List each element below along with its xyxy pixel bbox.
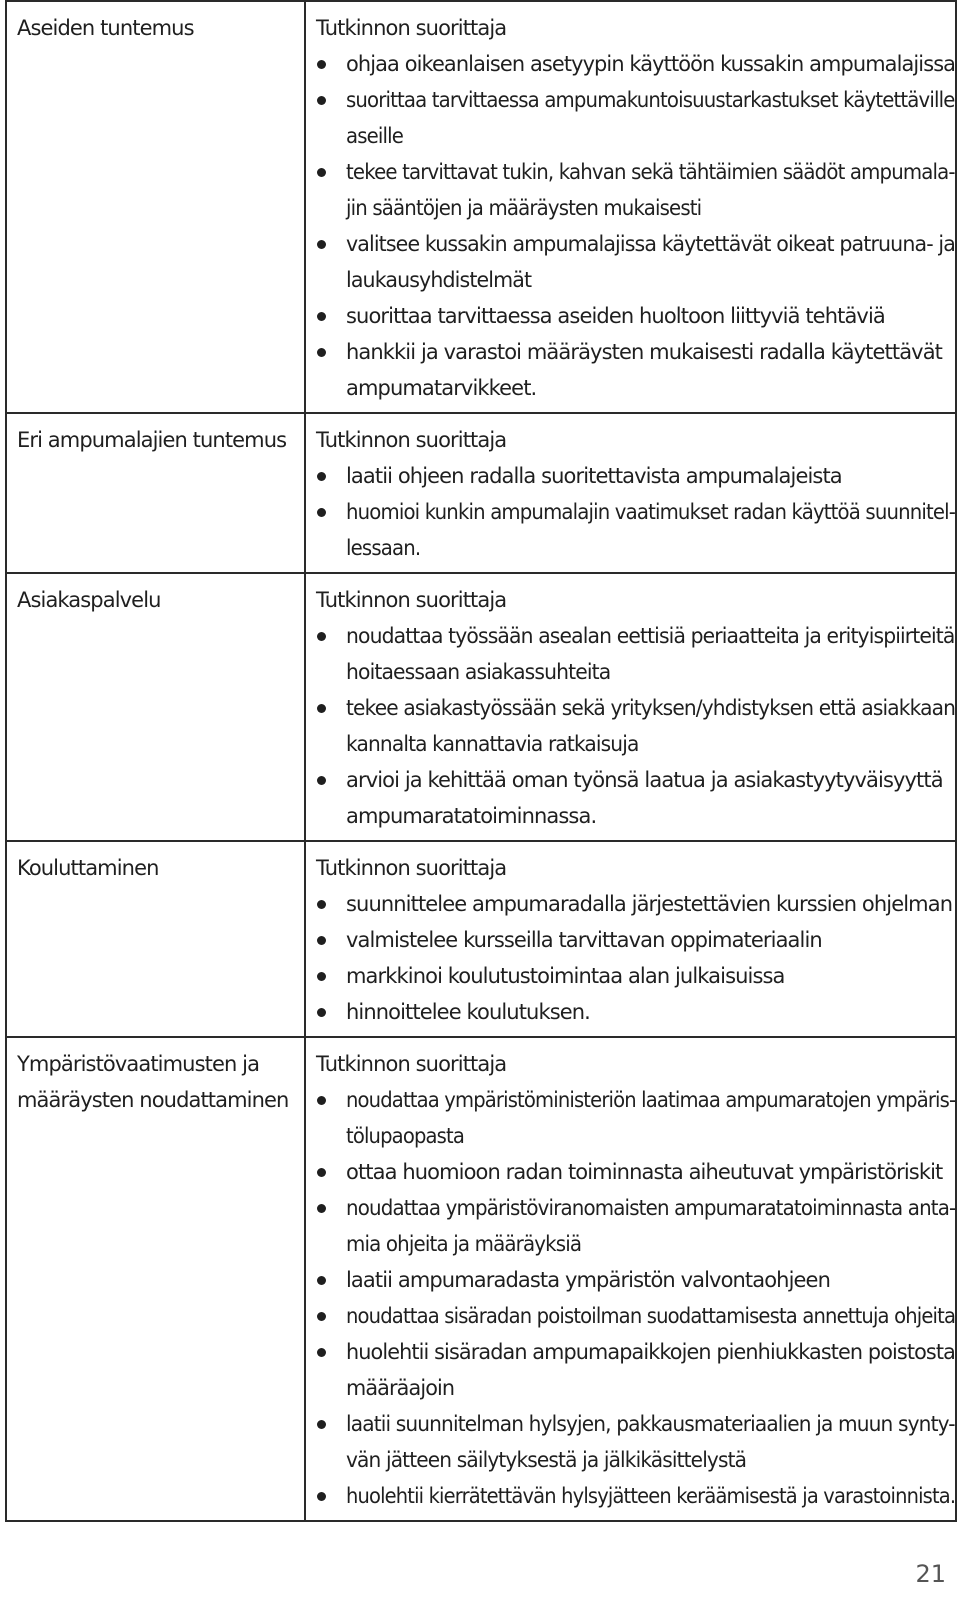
list-item-text: laatii suunnitelman hylsyjen, pakkausmateriaalien ja muun synty- vän jätteen säilytyksestä ja jälkikäsittelystä — [346, 1412, 955, 1472]
list-item — [316, 1298, 955, 1334]
list-item-text: hinnoittelee koulutuksen. — [346, 1000, 590, 1024]
list-item — [316, 494, 955, 566]
bullet-icon — [317, 60, 326, 69]
topic-cell — [6, 573, 305, 841]
list-item-text: suorittaa tarvittaessa aseiden huoltoon liittyviä tehtäviä — [346, 304, 885, 328]
lead-text: Tutkinnon suorittaja — [316, 16, 507, 40]
lead-text: Tutkinnon suorittaja — [316, 1052, 507, 1076]
description-cell — [305, 573, 956, 841]
criteria-sheet — [5, 0, 957, 1522]
bullet-list — [316, 618, 955, 834]
bullet-icon — [317, 508, 326, 517]
bullet-icon — [317, 1312, 326, 1321]
bullet-icon — [317, 776, 326, 785]
page-number: 21 — [915, 1560, 946, 1588]
list-item — [316, 298, 955, 334]
bullet-icon — [317, 312, 326, 321]
description-cell — [305, 413, 956, 573]
description-cell — [305, 1037, 956, 1521]
list-item-text: noudattaa ympäristöministeriön laatimaa ampumaratojen ympäris- tölupaopasta — [346, 1088, 956, 1148]
bullet-icon — [317, 1204, 326, 1213]
list-item-text: huolehtii sisäradan ampumapaikkojen pienhiukkasten poistosta määräajoin — [346, 1340, 955, 1400]
list-item — [316, 958, 955, 994]
criteria-rows — [6, 1, 956, 1521]
table-row — [6, 1037, 956, 1521]
topic-cell — [6, 1, 305, 413]
bullet-icon — [317, 632, 326, 641]
list-item — [316, 1406, 955, 1478]
list-item — [316, 46, 955, 82]
list-item-text: valmistelee kursseilla tarvittavan oppimateriaalin — [346, 928, 822, 952]
bullet-list — [316, 886, 955, 1030]
list-item-text: noudattaa ympäristöviranomaisten ampumaratatoiminnasta anta- mia ohjeita ja määräyksiä — [346, 1196, 956, 1256]
list-item — [316, 1262, 955, 1298]
bullet-icon — [317, 1492, 326, 1501]
bullet-icon — [317, 704, 326, 713]
table-row — [6, 413, 956, 573]
list-item — [316, 1478, 955, 1514]
description-cell — [305, 841, 956, 1037]
list-item-text: laatii ampumaradasta ympäristön valvontaohjeen — [346, 1268, 830, 1292]
table-row — [6, 1, 956, 413]
list-item-text: tekee asiakastyössään sekä yrityksen/yhdistyksen että asiakkaan kannalta kannattavia ratkaisuja — [346, 696, 956, 756]
lead-text: Tutkinnon suorittaja — [316, 856, 507, 880]
list-item-text: laatii ohjeen radalla suoritettavista ampumalajeista — [346, 464, 842, 488]
list-item-text: valitsee kussakin ampumalajissa käytettävät oikeat patruuna- ja laukausyhdistelmät — [346, 232, 955, 292]
topic-label: Eri ampumalajien tuntemus — [17, 428, 287, 452]
list-item — [316, 994, 955, 1030]
list-item — [316, 886, 955, 922]
list-item — [316, 1334, 955, 1406]
list-item-text: hankkii ja varastoi määräysten mukaisesti radalla käytettävät ampumatarvikkeet. — [346, 340, 942, 400]
list-item — [316, 922, 955, 958]
topic-cell — [6, 413, 305, 573]
bullet-icon — [317, 1276, 326, 1285]
list-item — [316, 226, 955, 298]
bullet-icon — [317, 348, 326, 357]
list-item-text: noudattaa työssään asealan eettisiä periaatteita ja erityispiirteitä hoitaessaan asiakassuhteita — [346, 624, 955, 684]
list-item-text: huolehtii kierrätettävän hylsyjätteen keräämisestä ja varastoinnista. — [346, 1484, 956, 1508]
bullet-list — [316, 46, 955, 406]
list-item-text: noudattaa sisäradan poistoilman suodattamisesta annettuja ohjeita — [346, 1304, 956, 1328]
list-item-text: suorittaa tarvittaessa ampumakuntoisuustarkastukset käytettäville aseille — [346, 88, 955, 148]
list-item — [316, 762, 955, 834]
topic-label: Kouluttaminen — [17, 856, 159, 880]
list-item-text: ohjaa oikeanlaisen asetyypin käyttöön kussakin ampumalajissa — [346, 52, 956, 76]
bullet-icon — [317, 1008, 326, 1017]
bullet-list — [316, 458, 955, 566]
topic-label: Ympäristövaatimusten ja määräysten noudattaminen — [17, 1052, 289, 1112]
bullet-list — [316, 1082, 955, 1514]
list-item-text: huomioi kunkin ampumalajin vaatimukset radan käyttöä suunnitel- lessaan. — [346, 500, 956, 560]
list-item-text: arvioi ja kehittää oman työnsä laatua ja asiakastyytyväisyyttä ampumaratatoiminnassa. — [346, 768, 943, 828]
topic-cell — [6, 841, 305, 1037]
bullet-icon — [317, 900, 326, 909]
description-cell — [305, 1, 956, 413]
bullet-icon — [317, 1420, 326, 1429]
list-item — [316, 1190, 955, 1262]
bullet-icon — [317, 472, 326, 481]
list-item-text: tekee tarvittavat tukin, kahvan sekä tähtäimien säädöt ampumala- jin sääntöjen ja määräysten mukaisesti — [346, 160, 955, 220]
list-item — [316, 1154, 955, 1190]
list-item-text: ottaa huomioon radan toiminnasta aiheutuvat ympäristöriskit — [346, 1160, 943, 1184]
list-item — [316, 690, 955, 762]
topic-label: Asiakaspalvelu — [17, 588, 161, 612]
list-item — [316, 334, 955, 406]
list-item — [316, 82, 955, 154]
list-item-text: markkinoi koulutustoimintaa alan julkaisuissa — [346, 964, 785, 988]
lead-text: Tutkinnon suorittaja — [316, 588, 507, 612]
topic-cell — [6, 1037, 305, 1521]
lead-text: Tutkinnon suorittaja — [316, 428, 507, 452]
bullet-icon — [317, 1348, 326, 1357]
list-item — [316, 1082, 955, 1154]
bullet-icon — [317, 1168, 326, 1177]
bullet-icon — [317, 240, 326, 249]
list-item — [316, 154, 955, 226]
topic-label: Aseiden tuntemus — [17, 16, 194, 40]
list-item-text: suunnittelee ampumaradalla järjestettävien kurssien ohjelman — [346, 892, 953, 916]
list-item — [316, 618, 955, 690]
bullet-icon — [317, 96, 326, 105]
criteria-table — [5, 0, 957, 1522]
bullet-icon — [317, 168, 326, 177]
table-row — [6, 841, 956, 1037]
bullet-icon — [317, 936, 326, 945]
bullet-icon — [317, 972, 326, 981]
list-item — [316, 458, 955, 494]
bullet-icon — [317, 1096, 326, 1105]
table-row — [6, 573, 956, 841]
